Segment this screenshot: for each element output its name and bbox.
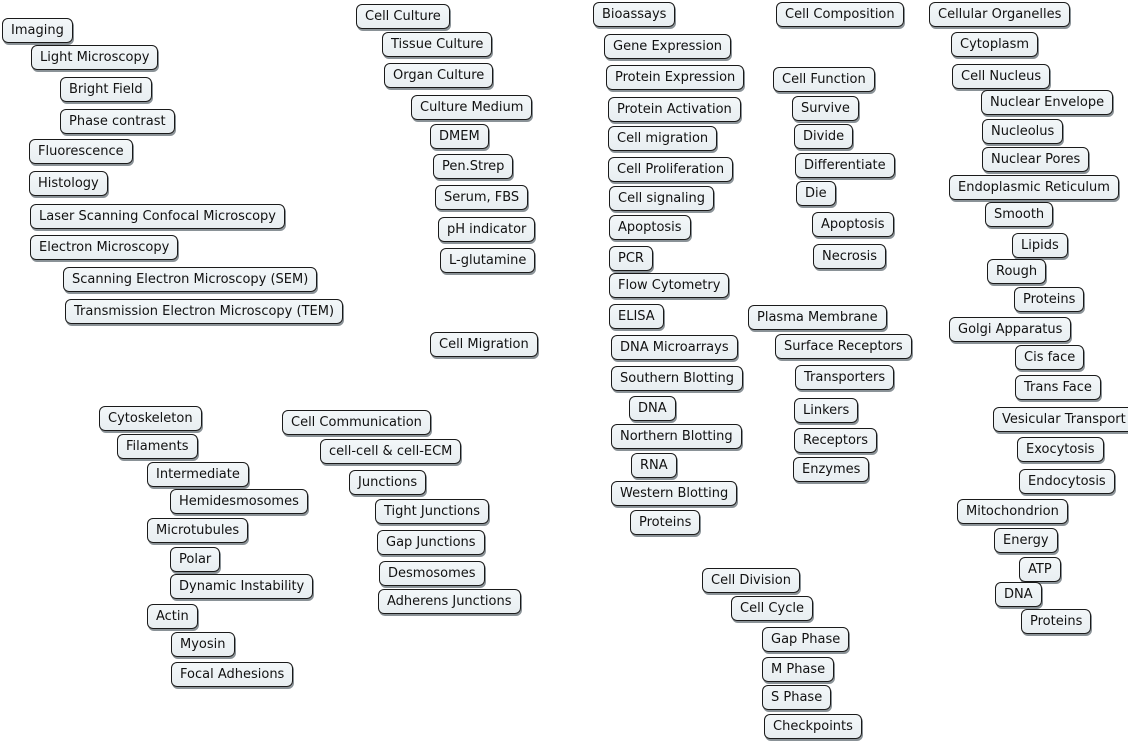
node-dna-southern[interactable]: DNA bbox=[629, 396, 676, 421]
node-laser-scanning-confocal-microscopy[interactable]: Laser Scanning Confocal Microscopy bbox=[30, 204, 285, 229]
node-proteins-rough[interactable]: Proteins bbox=[1014, 287, 1084, 312]
node-golgi-apparatus[interactable]: Golgi Apparatus bbox=[949, 317, 1071, 342]
node-dynamic-instability[interactable]: Dynamic Instability bbox=[170, 574, 313, 599]
node-proteins-mito[interactable]: Proteins bbox=[1021, 609, 1091, 634]
node-histology[interactable]: Histology bbox=[29, 171, 108, 196]
node-trans-face[interactable]: Trans Face bbox=[1015, 375, 1101, 400]
node-nuclear-envelope[interactable]: Nuclear Envelope bbox=[981, 90, 1113, 115]
node-myosin[interactable]: Myosin bbox=[171, 632, 235, 657]
node-filaments[interactable]: Filaments bbox=[117, 434, 198, 459]
node-ph-indicator[interactable]: pH indicator bbox=[438, 217, 535, 242]
node-vesicular-transport[interactable]: Vesicular Transport bbox=[993, 407, 1128, 432]
node-sem[interactable]: Scanning Electron Microscopy (SEM) bbox=[63, 267, 317, 292]
node-s-phase[interactable]: S Phase bbox=[762, 685, 831, 710]
node-plasma-membrane[interactable]: Plasma Membrane bbox=[748, 305, 887, 330]
node-hemidesmosomes[interactable]: Hemidesmosomes bbox=[170, 489, 308, 514]
node-cell-migration-assay[interactable]: Cell migration bbox=[608, 126, 717, 151]
node-cell-cycle[interactable]: Cell Cycle bbox=[731, 596, 813, 621]
node-nucleolus[interactable]: Nucleolus bbox=[982, 119, 1063, 144]
node-survive[interactable]: Survive bbox=[792, 96, 859, 121]
node-gene-expression[interactable]: Gene Expression bbox=[604, 34, 731, 59]
node-northern-blotting[interactable]: Northern Blotting bbox=[611, 424, 742, 449]
node-focal-adhesions[interactable]: Focal Adhesions bbox=[171, 662, 293, 687]
node-necrosis[interactable]: Necrosis bbox=[813, 244, 886, 269]
node-desmosomes[interactable]: Desmosomes bbox=[379, 561, 485, 586]
node-bright-field[interactable]: Bright Field bbox=[60, 77, 152, 102]
node-protein-expression[interactable]: Protein Expression bbox=[606, 65, 744, 90]
node-rough[interactable]: Rough bbox=[987, 259, 1046, 284]
node-cellular-organelles[interactable]: Cellular Organelles bbox=[929, 2, 1070, 27]
node-endoplasmic-reticulum[interactable]: Endoplasmic Reticulum bbox=[949, 175, 1119, 200]
node-polar[interactable]: Polar bbox=[170, 547, 220, 572]
node-gap-junctions[interactable]: Gap Junctions bbox=[377, 530, 485, 555]
node-elisa[interactable]: ELISA bbox=[609, 304, 664, 329]
node-energy[interactable]: Energy bbox=[994, 528, 1058, 553]
node-mitochondrion[interactable]: Mitochondrion bbox=[957, 499, 1068, 524]
node-tem[interactable]: Transmission Electron Microscopy (TEM) bbox=[65, 299, 343, 324]
node-tight-junctions[interactable]: Tight Junctions bbox=[375, 499, 489, 524]
node-microtubules[interactable]: Microtubules bbox=[147, 518, 248, 543]
node-lipids[interactable]: Lipids bbox=[1012, 233, 1068, 258]
node-cell-culture[interactable]: Cell Culture bbox=[356, 4, 450, 29]
node-differentiate[interactable]: Differentiate bbox=[795, 153, 895, 178]
node-western-blotting[interactable]: Western Blotting bbox=[611, 481, 737, 506]
node-tissue-culture[interactable]: Tissue Culture bbox=[382, 32, 492, 57]
node-imaging[interactable]: Imaging bbox=[2, 18, 73, 43]
node-cell-cell-ecm[interactable]: cell-cell & cell-ECM bbox=[320, 439, 461, 464]
node-m-phase[interactable]: M Phase bbox=[762, 657, 834, 682]
node-phase-contrast[interactable]: Phase contrast bbox=[60, 109, 175, 134]
node-l-glutamine[interactable]: L-glutamine bbox=[440, 248, 535, 273]
node-cell-function[interactable]: Cell Function bbox=[773, 67, 875, 92]
node-cytoplasm[interactable]: Cytoplasm bbox=[951, 32, 1038, 57]
node-receptors[interactable]: Receptors bbox=[794, 428, 877, 453]
node-transporters[interactable]: Transporters bbox=[795, 365, 894, 390]
node-fluorescence[interactable]: Fluorescence bbox=[29, 139, 133, 164]
node-protein-activation[interactable]: Protein Activation bbox=[608, 97, 741, 122]
node-gap-phase[interactable]: Gap Phase bbox=[762, 627, 849, 652]
node-surface-receptors[interactable]: Surface Receptors bbox=[775, 334, 912, 359]
node-cis-face[interactable]: Cis face bbox=[1015, 345, 1084, 370]
node-checkpoints[interactable]: Checkpoints bbox=[764, 714, 862, 739]
node-cell-migration-topic[interactable]: Cell Migration bbox=[430, 332, 538, 357]
node-cell-signaling[interactable]: Cell signaling bbox=[609, 186, 714, 211]
node-atp[interactable]: ATP bbox=[1019, 557, 1061, 582]
node-die[interactable]: Die bbox=[796, 181, 836, 206]
node-adherens-junctions[interactable]: Adherens Junctions bbox=[378, 589, 521, 614]
node-electron-microscopy[interactable]: Electron Microscopy bbox=[30, 235, 178, 260]
node-serum-fbs[interactable]: Serum, FBS bbox=[435, 185, 528, 210]
node-organ-culture[interactable]: Organ Culture bbox=[384, 63, 493, 88]
node-pcr[interactable]: PCR bbox=[609, 246, 653, 271]
node-rna[interactable]: RNA bbox=[631, 453, 677, 478]
node-apoptosis-assay[interactable]: Apoptosis bbox=[609, 215, 691, 240]
node-linkers[interactable]: Linkers bbox=[794, 398, 858, 423]
node-junctions[interactable]: Junctions bbox=[349, 470, 426, 495]
node-actin[interactable]: Actin bbox=[147, 604, 198, 629]
node-dna-mito[interactable]: DNA bbox=[995, 582, 1042, 607]
node-nuclear-pores[interactable]: Nuclear Pores bbox=[982, 147, 1089, 172]
node-pen-strep[interactable]: Pen.Strep bbox=[433, 154, 513, 179]
node-cell-composition[interactable]: Cell Composition bbox=[776, 2, 904, 27]
node-cytoskeleton[interactable]: Cytoskeleton bbox=[99, 406, 202, 431]
node-cell-proliferation[interactable]: Cell Proliferation bbox=[608, 157, 733, 182]
node-apoptosis-die[interactable]: Apoptosis bbox=[812, 212, 894, 237]
node-dna-microarrays[interactable]: DNA Microarrays bbox=[611, 335, 738, 360]
node-light-microscopy[interactable]: Light Microscopy bbox=[31, 45, 158, 70]
node-enzymes[interactable]: Enzymes bbox=[793, 457, 869, 482]
node-endocytosis[interactable]: Endocytosis bbox=[1019, 469, 1115, 494]
node-divide[interactable]: Divide bbox=[794, 124, 853, 149]
node-cell-division[interactable]: Cell Division bbox=[702, 568, 800, 593]
node-bioassays[interactable]: Bioassays bbox=[593, 2, 675, 27]
node-exocytosis[interactable]: Exocytosis bbox=[1017, 437, 1104, 462]
node-culture-medium[interactable]: Culture Medium bbox=[411, 95, 532, 120]
node-cell-communication[interactable]: Cell Communication bbox=[282, 410, 431, 435]
node-southern-blotting[interactable]: Southern Blotting bbox=[611, 366, 743, 391]
node-dmem[interactable]: DMEM bbox=[430, 124, 489, 149]
node-intermediate[interactable]: Intermediate bbox=[147, 462, 249, 487]
node-smooth[interactable]: Smooth bbox=[985, 202, 1053, 227]
node-proteins-western[interactable]: Proteins bbox=[630, 510, 700, 535]
node-flow-cytometry[interactable]: Flow Cytometry bbox=[609, 273, 729, 298]
node-cell-nucleus[interactable]: Cell Nucleus bbox=[952, 64, 1050, 89]
